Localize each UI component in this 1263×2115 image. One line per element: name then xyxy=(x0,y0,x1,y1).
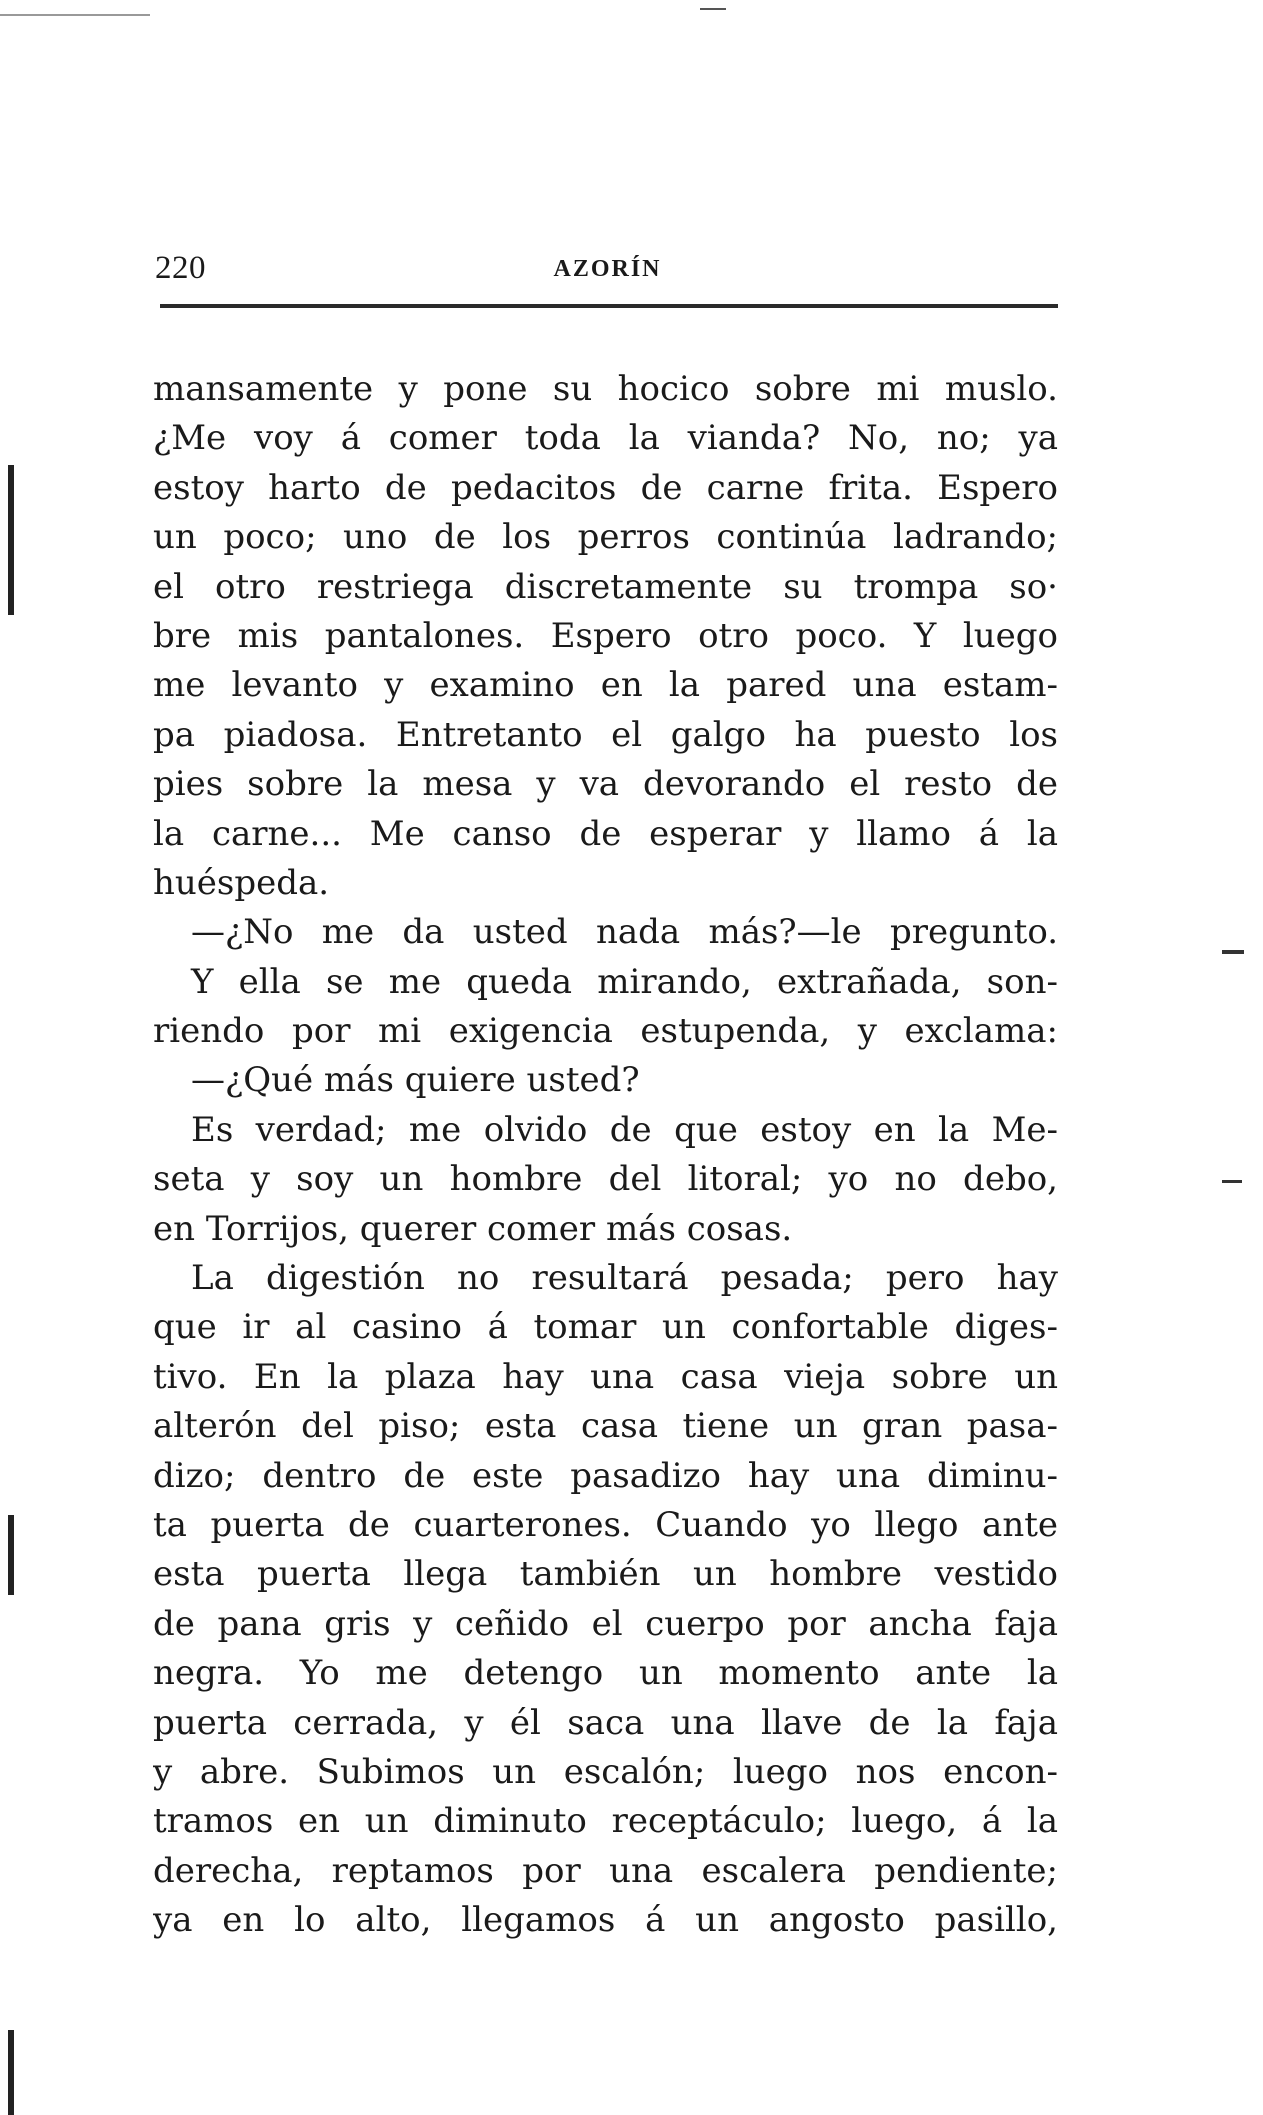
text-line: mansamente y pone su hocico sobre mi muslo. xyxy=(153,369,1058,409)
left-margin-mark-3 xyxy=(8,2030,14,2115)
text-line: pies sobre la mesa y va devorando el resto de xyxy=(153,764,1058,805)
right-margin-tick-2 xyxy=(1222,1180,1242,1183)
text-line: esta puerta llega también un hombre vestido xyxy=(153,1554,1058,1595)
top-edge-mark xyxy=(700,8,726,10)
text-line: derecha, reptamos por una escalera pendiente; xyxy=(153,1850,1058,1891)
running-head: AZORÍN xyxy=(553,256,662,282)
text-line: seta y soy un hombre del litoral; yo no debo, xyxy=(153,1159,1058,1200)
text-line: estoy harto de pedacitos de carne frita. Espero xyxy=(153,467,1058,508)
text-line: —¿No me da usted nada más?—le pregunto. xyxy=(191,912,1058,953)
text-line: huéspeda. xyxy=(153,862,330,903)
corner-scratch-mark xyxy=(0,14,150,16)
text-line: bre mis pantalones. Espero otro poco. Y luego xyxy=(153,615,1058,656)
text-line: ta puerta de cuarterones. Cuando yo llego ante xyxy=(153,1504,1058,1545)
text-line: en Torrijos, querer comer más cosas. xyxy=(153,1208,793,1249)
text-line: La digestión no resultará pesada; pero hay xyxy=(191,1258,1058,1299)
left-margin-mark-2 xyxy=(8,1515,14,1595)
body-text xyxy=(153,365,1058,1946)
text-line: que ir al casino á tomar un confortable diges- xyxy=(153,1307,1058,1348)
text-line: ya en lo alto, llegamos á un angosto pasillo, xyxy=(153,1900,1058,1941)
text-line: Y ella se me queda mirando, extrañada, son- xyxy=(191,961,1058,1002)
text-line: la carne... Me canso de esperar y llamo á la xyxy=(153,813,1058,854)
text-line: dizo; dentro de este pasadizo hay una diminu- xyxy=(153,1455,1058,1496)
text-line: puerta cerrada, y él saca una llave de la faja xyxy=(153,1702,1058,1743)
header-rule xyxy=(160,304,1058,308)
left-margin-mark-1 xyxy=(8,465,14,615)
text-line: de pana gris y ceñido el cuerpo por ancha faja xyxy=(153,1603,1058,1644)
text-line: negra. Yo me detengo un momento ante la xyxy=(153,1653,1058,1694)
text-line: el otro restriega discretamente su trompa so· xyxy=(153,566,1058,607)
page-number: 220 xyxy=(155,250,206,286)
text-line: —¿Qué más quiere usted? xyxy=(191,1060,640,1101)
text-line: alterón del piso; esta casa tiene un gran pasa- xyxy=(153,1406,1058,1447)
text-line: un poco; uno de los perros continúa ladrando; xyxy=(153,517,1058,558)
text-line: Es verdad; me olvido de que estoy en la Me- xyxy=(191,1109,1058,1150)
text-line: tivo. En la plaza hay una casa vieja sobre un xyxy=(153,1356,1058,1397)
text-line: y abre. Subimos un escalón; luego nos encon- xyxy=(153,1751,1058,1792)
text-line: ¿Me voy á comer toda la vianda? No, no; ya xyxy=(153,418,1058,459)
page-header xyxy=(155,250,1060,290)
text-line: pa piadosa. Entretanto el galgo ha puesto los xyxy=(153,714,1058,755)
text-line: riendo por mi exigencia estupenda, y exclama: xyxy=(153,1011,1058,1052)
text-line: me levanto y examino en la pared una estam- xyxy=(153,665,1058,706)
right-margin-tick-1 xyxy=(1222,950,1244,954)
text-line: tramos en un diminuto receptáculo; luego, á la xyxy=(153,1801,1058,1842)
